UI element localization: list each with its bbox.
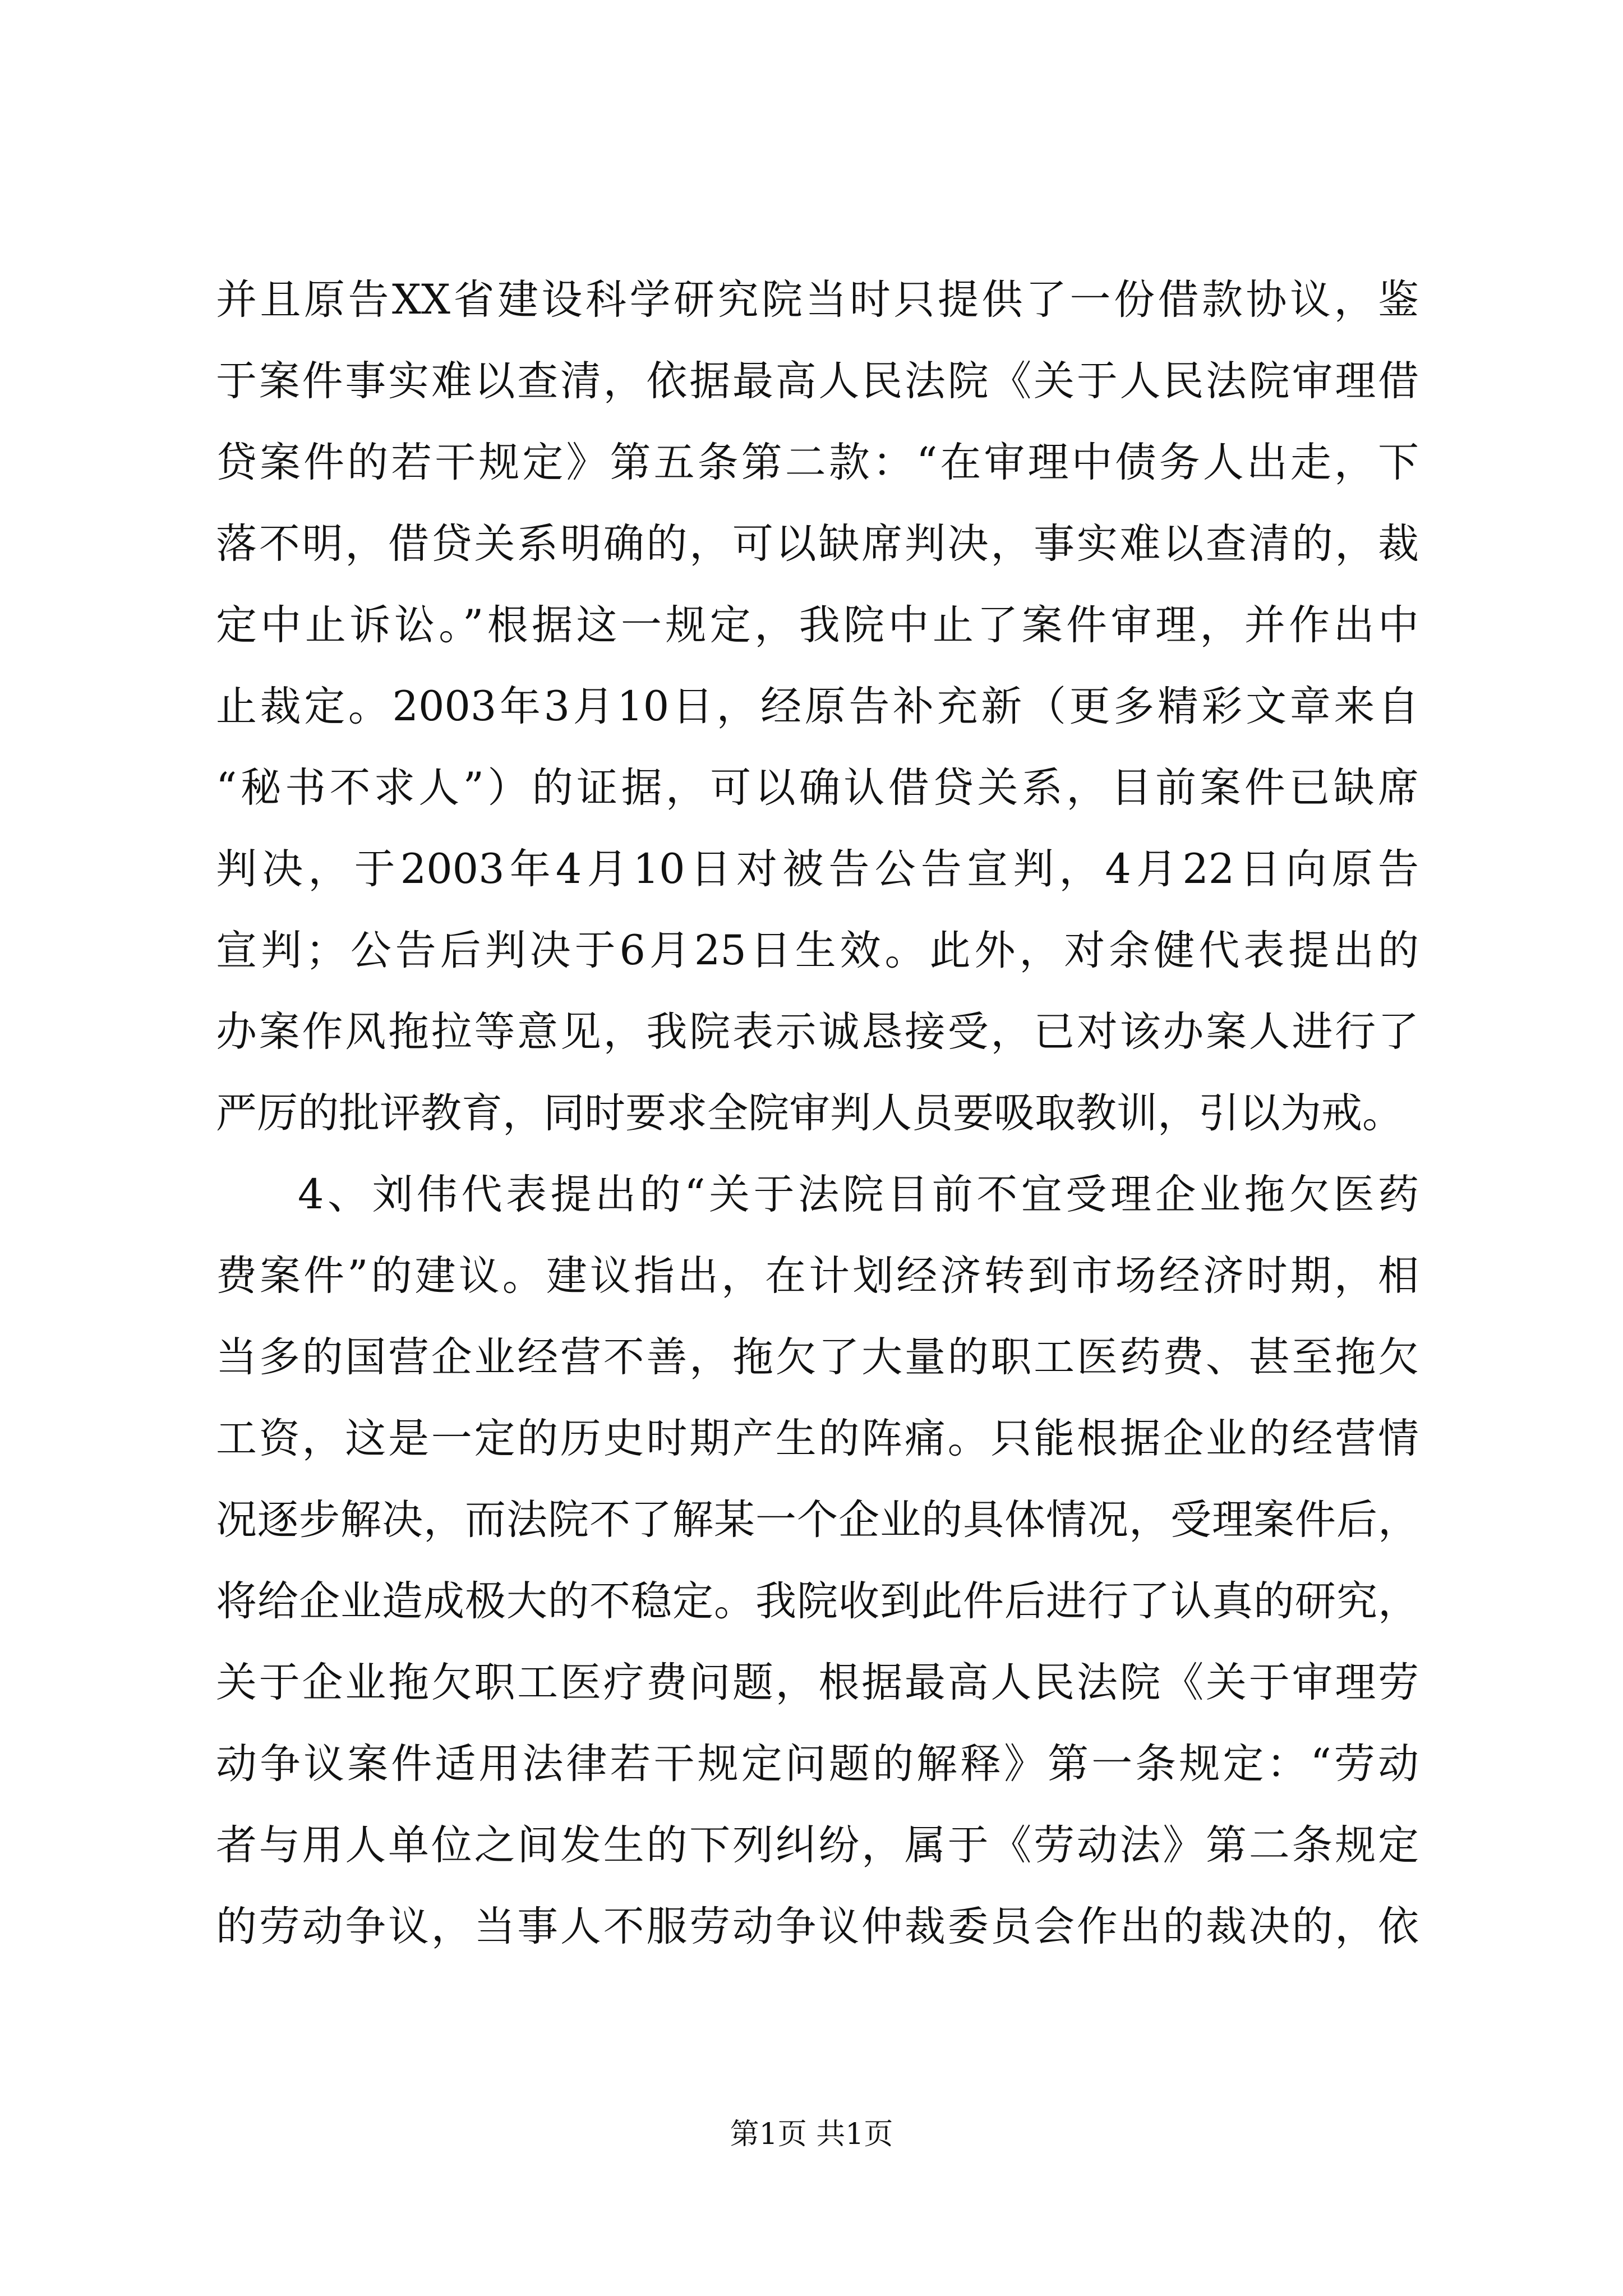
text-line: 定中止诉讼。”根据这一规定，我院中止了案件审理，并作出中 xyxy=(216,601,1419,649)
text-line: 将给企业造成极大的不稳定。我院收到此件后进行了认真的研究， xyxy=(216,1577,1419,1625)
text-line: 者与用人单位之间发生的下列纠纷，属于《劳动法》第二条规定 xyxy=(216,1821,1419,1869)
text-line: 当多的国营企业经营不善，拖欠了大量的职工医药费、甚至拖欠 xyxy=(216,1333,1419,1381)
text-line: 止裁定。2003年3月10日，经原告补充新（更多精彩文章来自 xyxy=(216,683,1419,730)
text-line: “秘书不求人”）的证据，可以确认借贷关系，目前案件已缺席 xyxy=(216,764,1419,812)
text-line: 贷案件的若干规定》第五条第二款：“在审理中债务人出走，下 xyxy=(216,439,1419,486)
text-line: 办案作风拖拉等意见，我院表示诚恳接受，已对该办案人进行了 xyxy=(216,1008,1419,1056)
text-line: 判决，于2003年4月10日对被告公告宣判，4月22日向原告 xyxy=(216,845,1419,893)
text-line: 关于企业拖欠职工医疗费问题，根据最高人民法院《关于审理劳 xyxy=(216,1659,1419,1706)
text-line: 严厉的批评教育，同时要求全院审判人员要吸取教训，引以为戒。 xyxy=(216,1089,1403,1137)
text-line: 动争议案件适用法律若干规定问题的解释》第一条规定：“劳动 xyxy=(216,1740,1419,1788)
text-line: 况逐步解决，而法院不了解某一个企业的具体情况，受理案件后， xyxy=(216,1496,1419,1544)
text-line: 宣判；公告后判决于6月25日生效。此外，对余健代表提出的 xyxy=(216,927,1419,974)
text-line: 的劳动争议，当事人不服劳动争议仲裁委员会作出的裁决的，依 xyxy=(216,1903,1419,1950)
text-line: 4、刘伟代表提出的“关于法院目前不宜受理企业拖欠医药 xyxy=(298,1171,1419,1218)
document-body xyxy=(216,259,1419,1967)
text-line: 费案件”的建议。建议指出，在计划经济转到市场经济时期，相 xyxy=(216,1252,1419,1300)
page-footer xyxy=(0,2115,1623,2154)
text-line: 工资，这是一定的历史时期产生的阵痛。只能根据企业的经营情 xyxy=(216,1415,1419,1462)
text-line: 于案件事实难以查清，依据最高人民法院《关于人民法院审理借 xyxy=(216,357,1419,405)
page-number-label: 第1页 共1页 xyxy=(730,2118,893,2151)
text-line: 并且原告XX省建设科学研究院当时只提供了一份借款协议，鉴 xyxy=(216,276,1419,324)
text-line: 落不明，借贷关系明确的，可以缺席判决，事实难以查清的，裁 xyxy=(216,520,1419,568)
